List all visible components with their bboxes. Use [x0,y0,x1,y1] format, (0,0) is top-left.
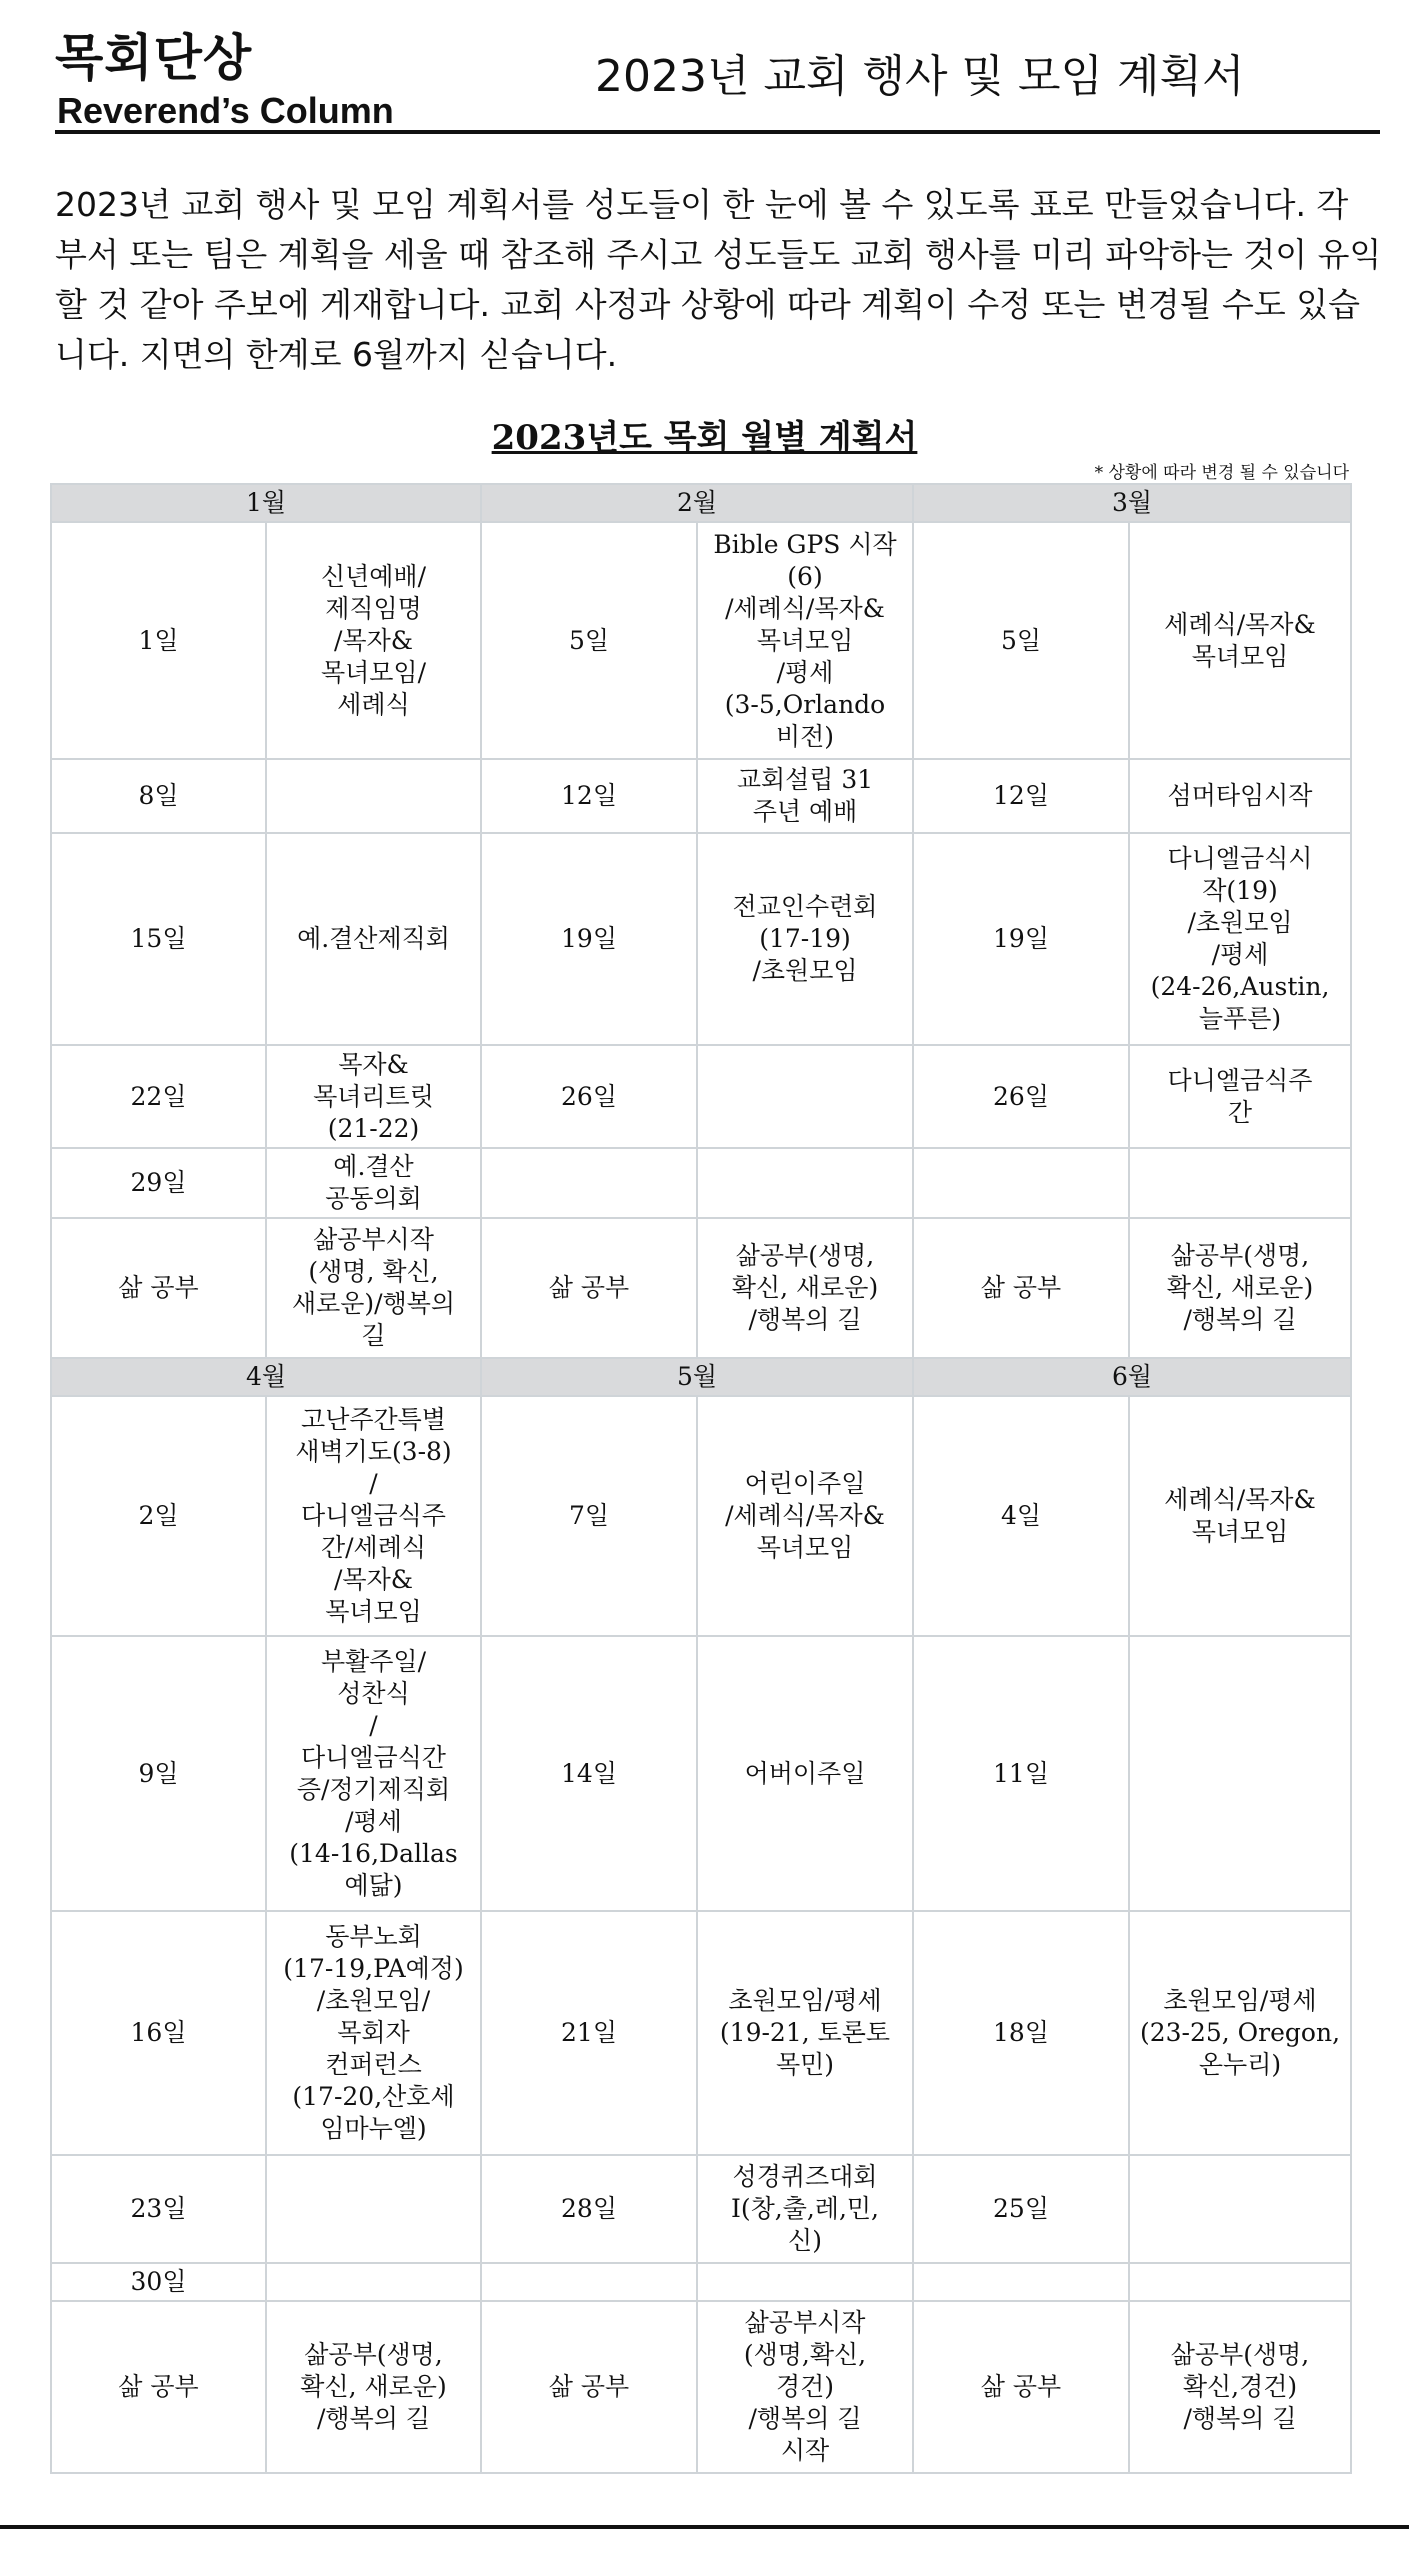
event-cell: 삶공부(생명, 확신, 새로운) /행복의 길 [697,1218,913,1358]
date-cell: 16일 [51,1911,266,2155]
page-header [55,10,1380,134]
event-cell: 섬머타임시작 [1129,759,1351,833]
month-header: 6월 [913,1358,1351,1396]
document-title: 2023년 교회 행사 및 모임 계획서 [595,51,1245,102]
table-row [51,522,1351,759]
event-cell: 삶공부(생명, 확신, 새로운) /행복의 길 [266,2301,481,2473]
event-cell: 삶공부시작 (생명,확신, 경건) /행복의 길 시작 [697,2301,913,2473]
date-cell: 19일 [481,833,697,1045]
event-cell: 신년예배/ 제직임명 /목자& 목녀모임/ 세례식 [266,522,481,759]
table-row [51,833,1351,1045]
intro-section [55,180,1385,380]
table-row [51,1218,1351,1358]
event-cell: 부활주일/ 성찬식 / 다니엘금식간 증/정기제직회 /평세 (14-16,Dallas 예닮) [266,1636,481,1911]
date-cell: 30일 [51,2263,266,2301]
date-cell: 12일 [913,759,1129,833]
month-header-row [51,1358,1351,1396]
date-cell: 11일 [913,1636,1129,1911]
date-cell: 19일 [913,833,1129,1045]
event-cell [1129,1636,1351,1911]
event-cell [697,1045,913,1148]
event-cell: Bible GPS 시작 (6) /세례식/목자& 목녀모임 /평세 (3-5,Orlando 비전) [697,522,913,759]
table-note: * 상황에 따라 변경 될 수 있습니다 [1094,463,1349,483]
month-header: 5월 [481,1358,913,1396]
date-cell: 9일 [51,1636,266,1911]
event-cell: 세례식/목자& 목녀모임 [1129,522,1351,759]
event-cell [266,759,481,833]
event-cell: 목자& 목녀리트릿 (21-22) [266,1045,481,1148]
event-cell [1129,2155,1351,2263]
event-cell [266,2155,481,2263]
date-cell: 삶 공부 [481,2301,697,2473]
date-cell: 18일 [913,1911,1129,2155]
table-row [51,1911,1351,2155]
date-cell: 삶 공부 [51,2301,266,2473]
plan-table-body [51,484,1351,2473]
date-cell: 삶 공부 [913,1218,1129,1358]
date-cell: 8일 [51,759,266,833]
event-cell [1129,1148,1351,1218]
column-title: 목회단상 [55,29,253,87]
event-cell [266,2263,481,2301]
event-cell: 삶공부시작 (생명, 확신, 새로운)/행복의 길 [266,1218,481,1358]
date-cell [481,1148,697,1218]
date-cell: 삶 공부 [913,2301,1129,2473]
date-cell: 14일 [481,1636,697,1911]
date-cell: 25일 [913,2155,1129,2263]
date-cell [913,1148,1129,1218]
date-cell: 4일 [913,1396,1129,1636]
date-cell [913,2263,1129,2301]
date-cell: 29일 [51,1148,266,1218]
intro-paragraph: 2023년 교회 행사 및 모임 계획서를 성도들이 한 눈에 볼 수 있도록 표로 만들었습니다. 각 부서 또는 팀은 계획을 세울 때 참조해 주시고 성도들도 교회 행사를 미리 파악하는 것이 유익할 것 같아 주보에 게재합니다. 교회 사정과 상황에 따라 계획이 수정 또는 변경될 수도 있습니다. 지면의 한계로 6월까지 싣습니다. [55,185,1382,374]
date-cell [481,2263,697,2301]
month-header: 4월 [51,1358,481,1396]
event-cell: 고난주간특별 새벽기도(3-8) / 다니엘금식주 간/세례식 /목자& 목녀모임 [266,1396,481,1636]
date-cell: 21일 [481,1911,697,2155]
date-cell: 23일 [51,2155,266,2263]
date-cell: 5일 [913,522,1129,759]
date-cell: 5일 [481,522,697,759]
date-cell: 26일 [913,1045,1129,1148]
event-cell [697,2263,913,2301]
month-header: 1월 [51,484,481,522]
event-cell: 성경퀴즈대회 I(창,출,레,민, 신) [697,2155,913,2263]
event-cell: 동부노회 (17-19,PA예정) /초원모임/ 목회자 컨퍼런스 (17-20,산호세 임마누엘) [266,1911,481,2155]
table-row [51,1396,1351,1636]
column-subtitle: Reverend’s Column [57,90,394,131]
event-cell: 삶공부(생명, 확신,경건) /행복의 길 [1129,2301,1351,2473]
event-cell: 예.결산제직회 [266,833,481,1045]
event-cell: 삶공부(생명, 확신, 새로운) /행복의 길 [1129,1218,1351,1358]
event-cell [697,1148,913,1218]
date-cell: 12일 [481,759,697,833]
bottom-divider [0,2525,1409,2529]
month-header: 2월 [481,484,913,522]
event-cell [1129,2263,1351,2301]
date-cell: 28일 [481,2155,697,2263]
table-row [51,2301,1351,2473]
table-row [51,1045,1351,1148]
date-cell: 7일 [481,1396,697,1636]
table-row [51,1148,1351,1218]
date-cell: 15일 [51,833,266,1045]
table-row [51,2263,1351,2301]
event-cell: 세례식/목자& 목녀모임 [1129,1396,1351,1636]
event-cell: 전교인수련회 (17-19) /초원모임 [697,833,913,1045]
event-cell: 예.결산 공동의회 [266,1148,481,1218]
table-row [51,2155,1351,2263]
date-cell: 1일 [51,522,266,759]
event-cell: 초원모임/평세 (19-21, 토론토 목민) [697,1911,913,2155]
date-cell: 삶 공부 [51,1218,266,1358]
month-header: 3월 [913,484,1351,522]
event-cell: 어버이주일 [697,1636,913,1911]
table-title: 2023년도 목회 월별 계획서 [491,418,918,458]
monthly-plan-table [50,483,1352,2474]
date-cell: 26일 [481,1045,697,1148]
table-row [51,1636,1351,1911]
event-cell: 초원모임/평세 (23-25, Oregon, 온누리) [1129,1911,1351,2155]
date-cell: 22일 [51,1045,266,1148]
event-cell: 어린이주일 /세례식/목자& 목녀모임 [697,1396,913,1636]
date-cell: 2일 [51,1396,266,1636]
event-cell: 교회설립 31 주년 예배 [697,759,913,833]
table-row [51,759,1351,833]
event-cell: 다니엘금식시 작(19) /초원모임 /평세 (24-26,Austin, 늘푸른) [1129,833,1351,1045]
month-header-row [51,484,1351,522]
date-cell: 삶 공부 [481,1218,697,1358]
event-cell: 다니엘금식주 간 [1129,1045,1351,1148]
